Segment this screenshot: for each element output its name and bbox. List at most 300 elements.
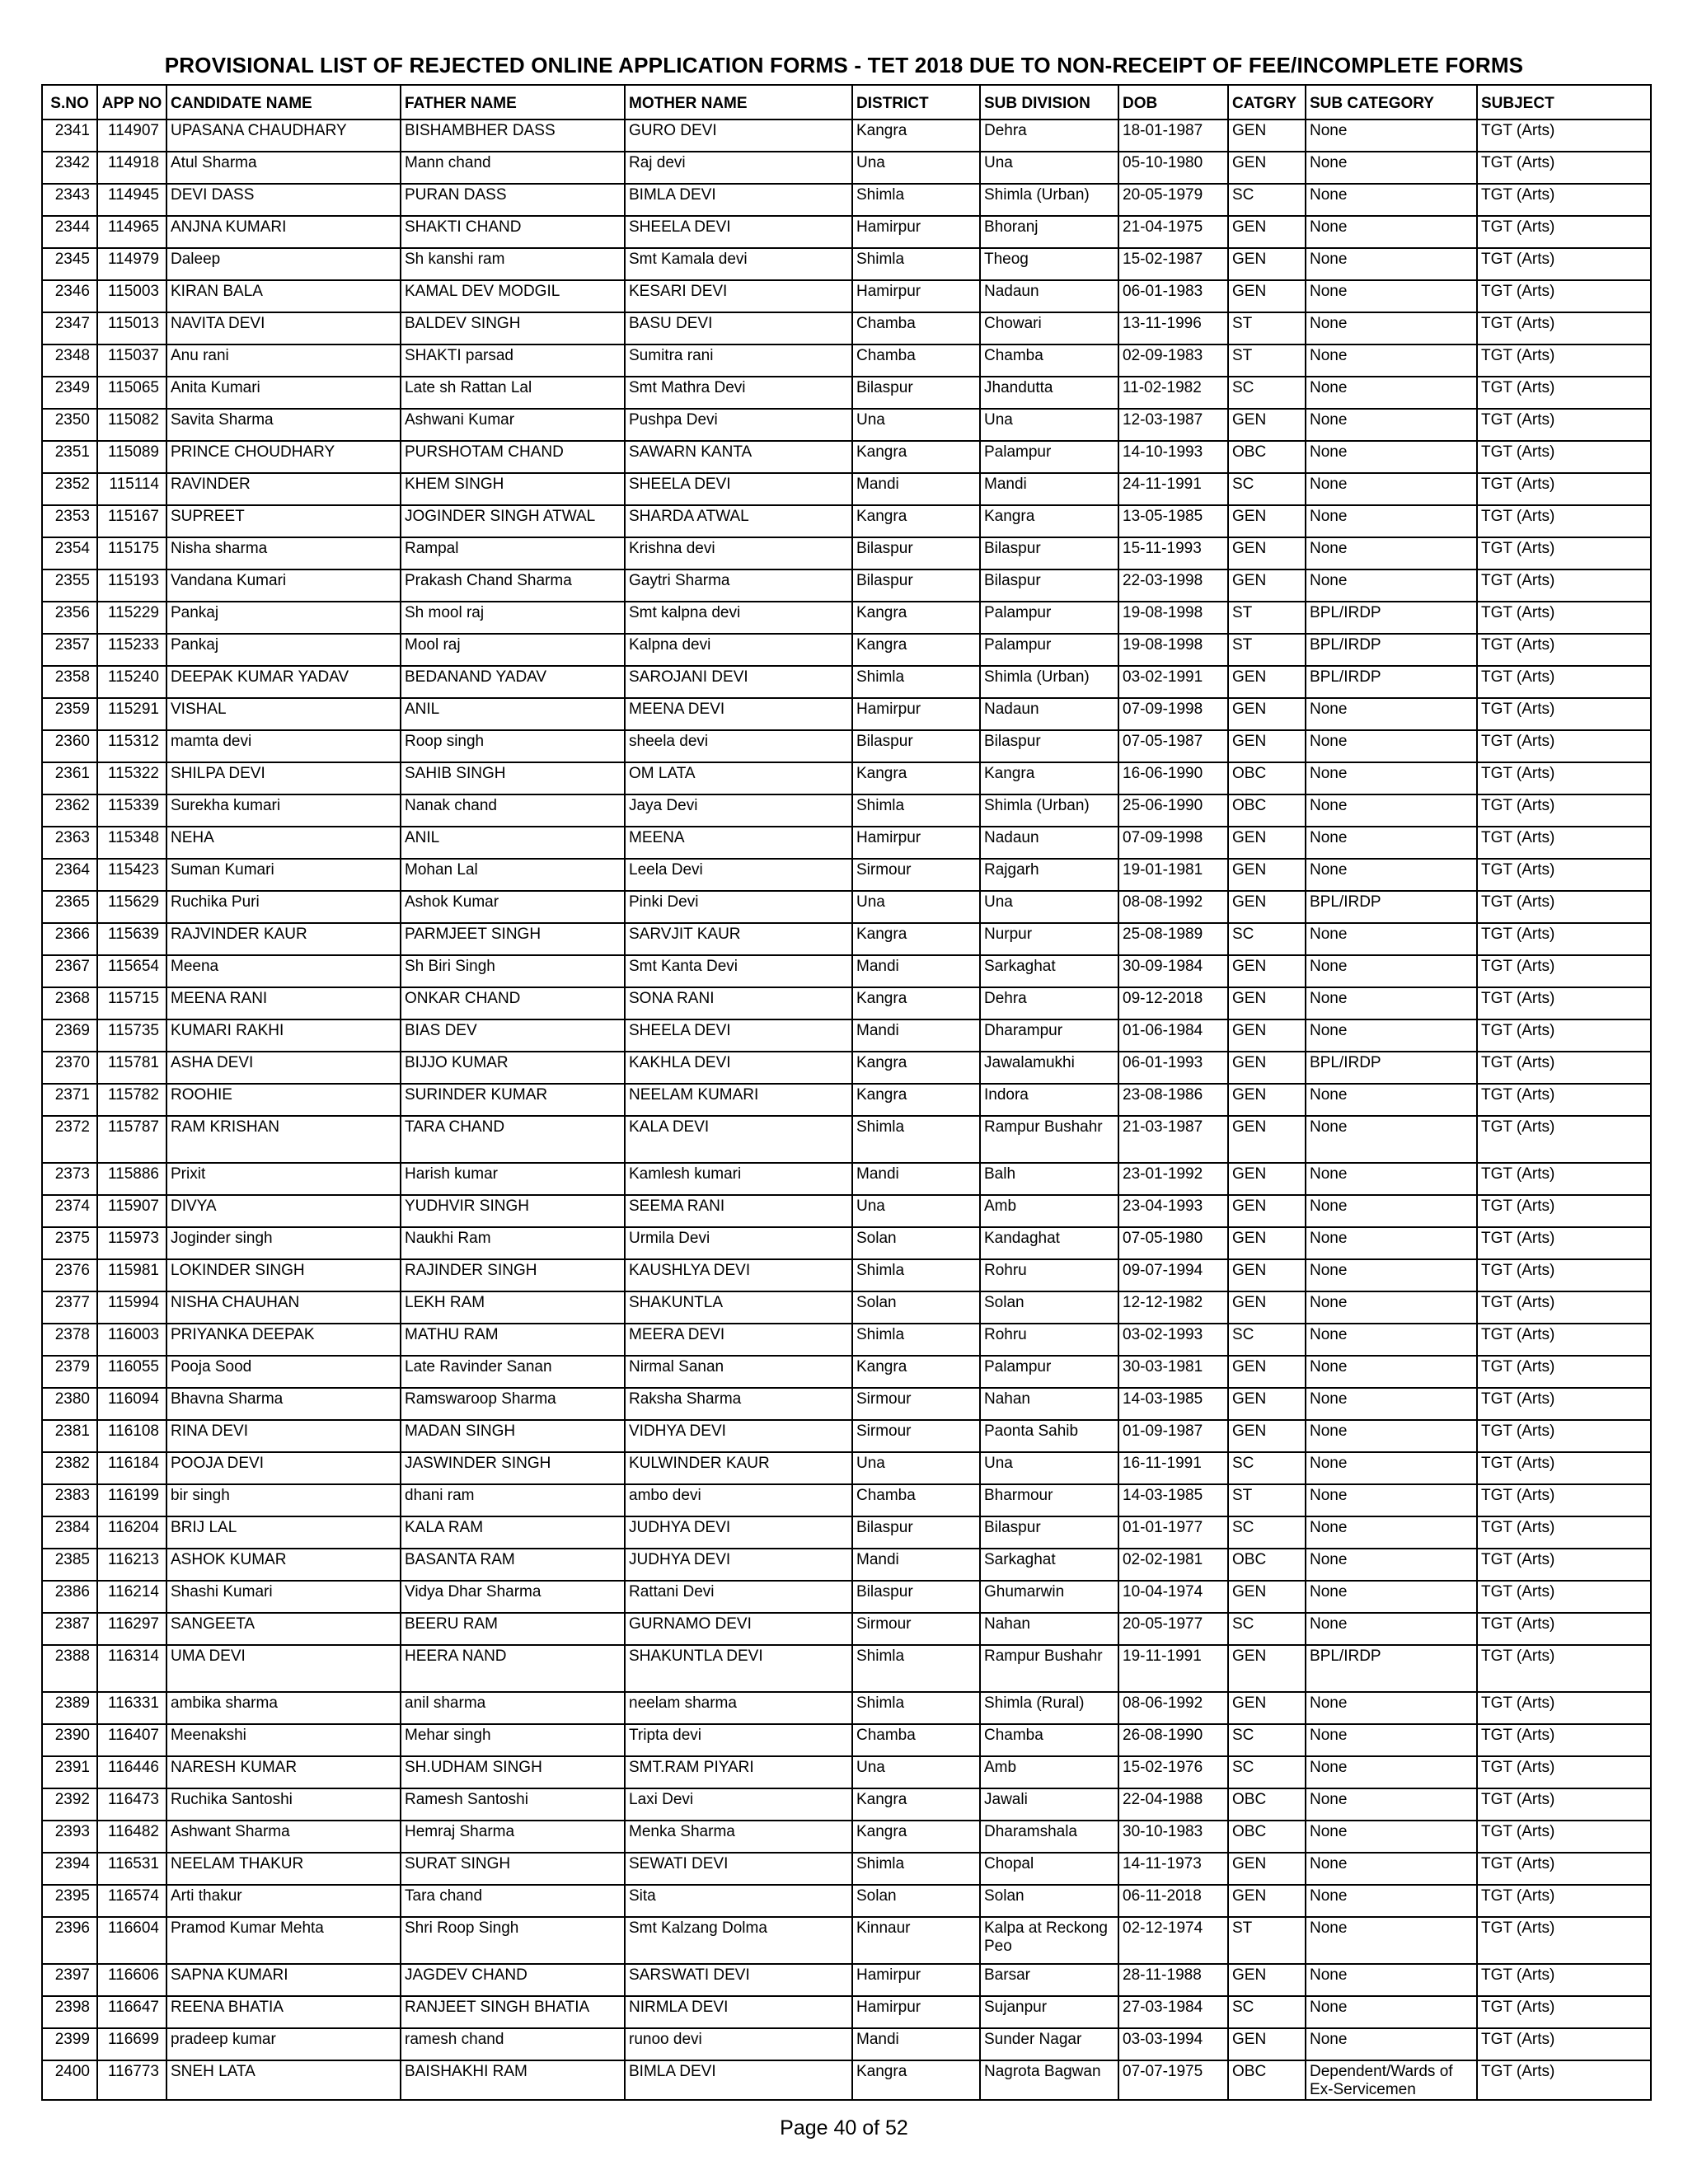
table-row — [42, 891, 1651, 923]
cell-sno: 2373 — [42, 1163, 97, 1195]
cell-app-no: 116214 — [97, 1581, 166, 1613]
cell-sub-division: Sarkaghat — [980, 1549, 1118, 1581]
cell-category: GEN — [1228, 2028, 1306, 2060]
cell-dob: 07-05-1987 — [1118, 730, 1228, 762]
cell-father-name: Mool raj — [401, 634, 625, 666]
cell-father-name: Ashwani Kumar — [401, 409, 625, 441]
cell-dob: 18-01-1987 — [1118, 120, 1228, 152]
cell-candidate-name: Pooja Sood — [166, 1356, 401, 1388]
cell-app-no: 115114 — [97, 473, 166, 505]
cell-sub-category: None — [1306, 1324, 1477, 1356]
table-row — [42, 409, 1651, 441]
cell-father-name: RANJEET SINGH BHATIA — [401, 1996, 625, 2028]
cell-app-no: 115291 — [97, 698, 166, 730]
cell-father-name: PURSHOTAM CHAND — [401, 441, 625, 473]
cell-candidate-name: LOKINDER SINGH — [166, 1259, 401, 1291]
cell-subject: TGT (Arts) — [1477, 955, 1651, 987]
cell-sub-division: Una — [980, 1452, 1118, 1484]
table-row — [42, 1581, 1651, 1613]
cell-dob: 14-11-1973 — [1118, 1853, 1228, 1885]
cell-district: Kangra — [852, 505, 980, 537]
cell-app-no: 115229 — [97, 602, 166, 634]
cell-candidate-name: Surekha kumari — [166, 794, 401, 827]
cell-district: Bilaspur — [852, 730, 980, 762]
table-row — [42, 1116, 1651, 1163]
table-row — [42, 1756, 1651, 1788]
cell-sub-category: None — [1306, 1195, 1477, 1227]
cell-district: Mandi — [852, 473, 980, 505]
cell-category: ST — [1228, 634, 1306, 666]
cell-app-no: 116699 — [97, 2028, 166, 2060]
cell-father-name: BEDANAND YADAV — [401, 666, 625, 698]
cell-candidate-name: BRIJ LAL — [166, 1516, 401, 1549]
cell-sub-division: Bilaspur — [980, 730, 1118, 762]
header-sub-division: SUB DIVISION — [980, 85, 1118, 120]
table-row — [42, 312, 1651, 344]
table-row — [42, 1019, 1651, 1052]
cell-category: SC — [1228, 184, 1306, 216]
cell-district: Hamirpur — [852, 1996, 980, 2028]
cell-district: Kangra — [852, 2060, 980, 2100]
cell-subject: TGT (Arts) — [1477, 602, 1651, 634]
cell-sub-category: None — [1306, 1420, 1477, 1452]
cell-mother-name: SHARDA ATWAL — [625, 505, 852, 537]
cell-candidate-name: Savita Sharma — [166, 409, 401, 441]
cell-district: Shimla — [852, 1853, 980, 1885]
cell-sub-division: Barsar — [980, 1964, 1118, 1996]
cell-mother-name: SONA RANI — [625, 987, 852, 1019]
cell-father-name: Naukhi Ram — [401, 1227, 625, 1259]
cell-subject: TGT (Arts) — [1477, 1996, 1651, 2028]
cell-father-name: anil sharma — [401, 1692, 625, 1724]
cell-district: Bilaspur — [852, 569, 980, 602]
cell-father-name: BASANTA RAM — [401, 1549, 625, 1581]
cell-sub-category: None — [1306, 1853, 1477, 1885]
cell-subject: TGT (Arts) — [1477, 1116, 1651, 1163]
cell-sub-division: Nadaun — [980, 698, 1118, 730]
cell-sno: 2391 — [42, 1756, 97, 1788]
cell-mother-name: VIDHYA DEVI — [625, 1420, 852, 1452]
table-row — [42, 152, 1651, 184]
cell-father-name: KAMAL DEV MODGIL — [401, 280, 625, 312]
cell-subject: TGT (Arts) — [1477, 1052, 1651, 1084]
cell-subject: TGT (Arts) — [1477, 1019, 1651, 1052]
cell-district: Shimla — [852, 1116, 980, 1163]
cell-dob: 05-10-1980 — [1118, 152, 1228, 184]
cell-app-no: 114979 — [97, 248, 166, 280]
cell-app-no: 115981 — [97, 1259, 166, 1291]
cell-dob: 21-03-1987 — [1118, 1116, 1228, 1163]
cell-sub-category: None — [1306, 1549, 1477, 1581]
cell-sno: 2400 — [42, 2060, 97, 2100]
cell-candidate-name: ROOHIE — [166, 1084, 401, 1116]
cell-app-no: 116407 — [97, 1724, 166, 1756]
cell-sno: 2376 — [42, 1259, 97, 1291]
table-row — [42, 216, 1651, 248]
cell-sub-category: BPL/IRDP — [1306, 891, 1477, 923]
cell-candidate-name: POOJA DEVI — [166, 1452, 401, 1484]
cell-dob: 24-11-1991 — [1118, 473, 1228, 505]
cell-mother-name: Smt kalpna devi — [625, 602, 852, 634]
cell-mother-name: Tripta devi — [625, 1724, 852, 1756]
cell-candidate-name: SNEH LATA — [166, 2060, 401, 2100]
cell-sno: 2362 — [42, 794, 97, 827]
table-row — [42, 248, 1651, 280]
cell-category: GEN — [1228, 280, 1306, 312]
cell-father-name: Ashok Kumar — [401, 891, 625, 923]
cell-mother-name: neelam sharma — [625, 1692, 852, 1724]
cell-mother-name: JUDHYA DEVI — [625, 1549, 852, 1581]
cell-candidate-name: VISHAL — [166, 698, 401, 730]
cell-candidate-name: Nisha sharma — [166, 537, 401, 569]
cell-app-no: 116314 — [97, 1645, 166, 1692]
cell-subject: TGT (Arts) — [1477, 377, 1651, 409]
table-row — [42, 184, 1651, 216]
cell-subject: TGT (Arts) — [1477, 280, 1651, 312]
cell-district: Mandi — [852, 1163, 980, 1195]
cell-sub-division: Nahan — [980, 1613, 1118, 1645]
cell-app-no: 116199 — [97, 1484, 166, 1516]
cell-sub-division: Sunder Nagar — [980, 2028, 1118, 2060]
cell-sub-category: None — [1306, 698, 1477, 730]
cell-mother-name: BASU DEVI — [625, 312, 852, 344]
cell-district: Shimla — [852, 794, 980, 827]
cell-sno: 2367 — [42, 955, 97, 987]
cell-subject: TGT (Arts) — [1477, 120, 1651, 152]
table-row — [42, 377, 1651, 409]
cell-subject: TGT (Arts) — [1477, 569, 1651, 602]
cell-sub-division: Kangra — [980, 762, 1118, 794]
cell-dob: 26-08-1990 — [1118, 1724, 1228, 1756]
cell-category: GEN — [1228, 1019, 1306, 1052]
cell-subject: TGT (Arts) — [1477, 1195, 1651, 1227]
cell-dob: 30-03-1981 — [1118, 1356, 1228, 1388]
table-row — [42, 602, 1651, 634]
cell-sub-division: Dharamshala — [980, 1821, 1118, 1853]
cell-subject: TGT (Arts) — [1477, 1692, 1651, 1724]
cell-category: GEN — [1228, 1420, 1306, 1452]
cell-dob: 30-09-1984 — [1118, 955, 1228, 987]
cell-category: GEN — [1228, 1964, 1306, 1996]
table-row — [42, 1613, 1651, 1645]
cell-mother-name: KAKHLA DEVI — [625, 1052, 852, 1084]
cell-app-no: 115994 — [97, 1291, 166, 1324]
cell-subject: TGT (Arts) — [1477, 1388, 1651, 1420]
cell-subject: TGT (Arts) — [1477, 409, 1651, 441]
cell-category: GEN — [1228, 1052, 1306, 1084]
table-row — [42, 120, 1651, 152]
cell-app-no: 116204 — [97, 1516, 166, 1549]
cell-sub-category: None — [1306, 1019, 1477, 1052]
cell-father-name: Prakash Chand Sharma — [401, 569, 625, 602]
cell-subject: TGT (Arts) — [1477, 1756, 1651, 1788]
cell-sub-category: None — [1306, 762, 1477, 794]
cell-mother-name: Rattani Devi — [625, 1581, 852, 1613]
cell-dob: 01-01-1977 — [1118, 1516, 1228, 1549]
cell-district: Solan — [852, 1885, 980, 1917]
cell-sub-division: Palampur — [980, 602, 1118, 634]
cell-sno: 2356 — [42, 602, 97, 634]
cell-category: SC — [1228, 1516, 1306, 1549]
cell-sno: 2372 — [42, 1116, 97, 1163]
cell-district: Shimla — [852, 1692, 980, 1724]
cell-district: Bilaspur — [852, 1516, 980, 1549]
cell-sub-category: None — [1306, 184, 1477, 216]
cell-mother-name: Menka Sharma — [625, 1821, 852, 1853]
cell-sub-division: Nagrota Bagwan — [980, 2060, 1118, 2100]
cell-sno: 2384 — [42, 1516, 97, 1549]
cell-candidate-name: Ruchika Puri — [166, 891, 401, 923]
cell-sub-division: Una — [980, 152, 1118, 184]
cell-app-no: 116606 — [97, 1964, 166, 1996]
cell-sno: 2396 — [42, 1917, 97, 1964]
cell-father-name: ANIL — [401, 698, 625, 730]
table-row — [42, 923, 1651, 955]
cell-father-name: Harish kumar — [401, 1163, 625, 1195]
cell-father-name: Tara chand — [401, 1885, 625, 1917]
cell-sno: 2378 — [42, 1324, 97, 1356]
cell-district: Una — [852, 1452, 980, 1484]
cell-district: Hamirpur — [852, 827, 980, 859]
cell-subject: TGT (Arts) — [1477, 827, 1651, 859]
cell-candidate-name: DEVI DASS — [166, 184, 401, 216]
cell-mother-name: KULWINDER KAUR — [625, 1452, 852, 1484]
cell-father-name: ONKAR CHAND — [401, 987, 625, 1019]
cell-sub-division: Nadaun — [980, 280, 1118, 312]
cell-dob: 02-12-1974 — [1118, 1917, 1228, 1964]
cell-father-name: Roop singh — [401, 730, 625, 762]
cell-father-name: BALDEV SINGH — [401, 312, 625, 344]
cell-candidate-name: Anu rani — [166, 344, 401, 377]
cell-subject: TGT (Arts) — [1477, 1227, 1651, 1259]
cell-sno: 2346 — [42, 280, 97, 312]
table-row — [42, 473, 1651, 505]
cell-mother-name: SHAKUNTLA — [625, 1291, 852, 1324]
cell-category: GEN — [1228, 891, 1306, 923]
table-row — [42, 1452, 1651, 1484]
cell-subject: TGT (Arts) — [1477, 1356, 1651, 1388]
cell-mother-name: SAWARN KANTA — [625, 441, 852, 473]
cell-category: ST — [1228, 602, 1306, 634]
cell-candidate-name: DIVYA — [166, 1195, 401, 1227]
cell-sub-category: None — [1306, 1756, 1477, 1788]
cell-sub-category: None — [1306, 409, 1477, 441]
cell-app-no: 116473 — [97, 1788, 166, 1821]
cell-mother-name: KALA DEVI — [625, 1116, 852, 1163]
cell-father-name: Ramesh Santoshi — [401, 1788, 625, 1821]
cell-app-no: 116531 — [97, 1853, 166, 1885]
cell-mother-name: MEERA DEVI — [625, 1324, 852, 1356]
cell-sub-category: None — [1306, 1259, 1477, 1291]
cell-subject: TGT (Arts) — [1477, 1420, 1651, 1452]
cell-father-name: RAJINDER SINGH — [401, 1259, 625, 1291]
cell-sno: 2369 — [42, 1019, 97, 1052]
cell-category: OBC — [1228, 1549, 1306, 1581]
header-candidate-name: CANDIDATE NAME — [166, 85, 401, 120]
cell-sno: 2348 — [42, 344, 97, 377]
cell-father-name: ANIL — [401, 827, 625, 859]
cell-app-no: 115787 — [97, 1116, 166, 1163]
cell-sno: 2364 — [42, 859, 97, 891]
header-district: DISTRICT — [852, 85, 980, 120]
cell-subject: TGT (Arts) — [1477, 473, 1651, 505]
cell-sub-division: Rohru — [980, 1259, 1118, 1291]
cell-category: OBC — [1228, 794, 1306, 827]
cell-sno: 2388 — [42, 1645, 97, 1692]
cell-dob: 23-08-1986 — [1118, 1084, 1228, 1116]
cell-category: SC — [1228, 923, 1306, 955]
cell-district: Sirmour — [852, 1388, 980, 1420]
cell-sub-category: None — [1306, 827, 1477, 859]
cell-district: Solan — [852, 1291, 980, 1324]
cell-sno: 2397 — [42, 1964, 97, 1996]
cell-category: GEN — [1228, 987, 1306, 1019]
cell-app-no: 115240 — [97, 666, 166, 698]
cell-district: Mandi — [852, 1019, 980, 1052]
cell-sub-category: None — [1306, 248, 1477, 280]
table-row — [42, 344, 1651, 377]
cell-app-no: 116482 — [97, 1821, 166, 1853]
cell-category: GEN — [1228, 1692, 1306, 1724]
cell-sub-division: Una — [980, 891, 1118, 923]
cell-sub-division: Indora — [980, 1084, 1118, 1116]
cell-app-no: 115907 — [97, 1195, 166, 1227]
cell-sno: 2343 — [42, 184, 97, 216]
cell-category: GEN — [1228, 1195, 1306, 1227]
cell-district: Kangra — [852, 602, 980, 634]
cell-candidate-name: ambika sharma — [166, 1692, 401, 1724]
cell-mother-name: Kalpna devi — [625, 634, 852, 666]
cell-dob: 15-02-1976 — [1118, 1756, 1228, 1788]
cell-sno: 2358 — [42, 666, 97, 698]
cell-app-no: 115782 — [97, 1084, 166, 1116]
cell-sub-category: None — [1306, 1452, 1477, 1484]
cell-dob: 15-02-1987 — [1118, 248, 1228, 280]
cell-sub-category: None — [1306, 473, 1477, 505]
cell-sub-division: Kangra — [980, 505, 1118, 537]
cell-mother-name: sheela devi — [625, 730, 852, 762]
cell-sno: 2398 — [42, 1996, 97, 2028]
cell-subject: TGT (Arts) — [1477, 2028, 1651, 2060]
cell-sub-category: None — [1306, 1917, 1477, 1964]
cell-candidate-name: ASHOK KUMAR — [166, 1549, 401, 1581]
cell-sub-division: Bilaspur — [980, 537, 1118, 569]
cell-district: Hamirpur — [852, 216, 980, 248]
cell-candidate-name: SAPNA KUMARI — [166, 1964, 401, 1996]
cell-sno: 2352 — [42, 473, 97, 505]
cell-sno: 2345 — [42, 248, 97, 280]
cell-candidate-name: Pankaj — [166, 602, 401, 634]
cell-candidate-name: SANGEETA — [166, 1613, 401, 1645]
cell-sub-category: None — [1306, 955, 1477, 987]
cell-sno: 2393 — [42, 1821, 97, 1853]
cell-district: Kangra — [852, 441, 980, 473]
cell-sno: 2347 — [42, 312, 97, 344]
cell-father-name: Mehar singh — [401, 1724, 625, 1756]
cell-sub-category: None — [1306, 1692, 1477, 1724]
cell-subject: TGT (Arts) — [1477, 216, 1651, 248]
cell-mother-name: NEELAM KUMARI — [625, 1084, 852, 1116]
cell-candidate-name: RAVINDER — [166, 473, 401, 505]
cell-category: SC — [1228, 1613, 1306, 1645]
cell-sub-category: None — [1306, 2028, 1477, 2060]
cell-sub-category: None — [1306, 569, 1477, 602]
cell-category: SC — [1228, 1452, 1306, 1484]
cell-sno: 2377 — [42, 1291, 97, 1324]
cell-category: GEN — [1228, 1116, 1306, 1163]
cell-dob: 28-11-1988 — [1118, 1964, 1228, 1996]
cell-father-name: SAHIB SINGH — [401, 762, 625, 794]
cell-dob: 09-07-1994 — [1118, 1259, 1228, 1291]
cell-mother-name: GURO DEVI — [625, 120, 852, 152]
cell-app-no: 115781 — [97, 1052, 166, 1084]
cell-district: Shimla — [852, 1259, 980, 1291]
cell-sno: 2394 — [42, 1853, 97, 1885]
cell-app-no: 115003 — [97, 280, 166, 312]
table-row — [42, 280, 1651, 312]
cell-district: Bilaspur — [852, 377, 980, 409]
cell-subject: TGT (Arts) — [1477, 1788, 1651, 1821]
table-row — [42, 1227, 1651, 1259]
cell-sno: 2355 — [42, 569, 97, 602]
table-row — [42, 1724, 1651, 1756]
cell-district: Hamirpur — [852, 1964, 980, 1996]
cell-category: GEN — [1228, 248, 1306, 280]
cell-district: Kangra — [852, 634, 980, 666]
cell-district: Shimla — [852, 248, 980, 280]
cell-sno: 2375 — [42, 1227, 97, 1259]
cell-mother-name: Leela Devi — [625, 859, 852, 891]
cell-sub-division: Palampur — [980, 1356, 1118, 1388]
cell-sno: 2351 — [42, 441, 97, 473]
cell-sub-category: None — [1306, 859, 1477, 891]
cell-mother-name: SMT.RAM PIYARI — [625, 1756, 852, 1788]
cell-sub-division: Paonta Sahib — [980, 1420, 1118, 1452]
cell-father-name: Rampal — [401, 537, 625, 569]
cell-subject: TGT (Arts) — [1477, 1724, 1651, 1756]
cell-dob: 16-11-1991 — [1118, 1452, 1228, 1484]
cell-candidate-name: pradeep kumar — [166, 2028, 401, 2060]
cell-dob: 12-12-1982 — [1118, 1291, 1228, 1324]
cell-sub-division: Sarkaghat — [980, 955, 1118, 987]
cell-father-name: YUDHVIR SINGH — [401, 1195, 625, 1227]
cell-sub-category: None — [1306, 1724, 1477, 1756]
cell-app-no: 115715 — [97, 987, 166, 1019]
cell-app-no: 115312 — [97, 730, 166, 762]
cell-category: GEN — [1228, 1227, 1306, 1259]
cell-district: Kangra — [852, 120, 980, 152]
table-row — [42, 762, 1651, 794]
cell-mother-name: Smt Kanta Devi — [625, 955, 852, 987]
cell-father-name: BEERU RAM — [401, 1613, 625, 1645]
cell-district: Chamba — [852, 344, 980, 377]
cell-app-no: 115654 — [97, 955, 166, 987]
cell-district: Kangra — [852, 1084, 980, 1116]
cell-app-no: 116647 — [97, 1996, 166, 2028]
cell-dob: 08-08-1992 — [1118, 891, 1228, 923]
cell-subject: TGT (Arts) — [1477, 730, 1651, 762]
cell-app-no: 115735 — [97, 1019, 166, 1052]
cell-app-no: 115973 — [97, 1227, 166, 1259]
cell-father-name: JAGDEV CHAND — [401, 1964, 625, 1996]
cell-candidate-name: Daleep — [166, 248, 401, 280]
cell-candidate-name: KIRAN BALA — [166, 280, 401, 312]
cell-dob: 19-01-1981 — [1118, 859, 1228, 891]
cell-sub-division: Shimla (Urban) — [980, 184, 1118, 216]
cell-sub-division: Chowari — [980, 312, 1118, 344]
cell-app-no: 116055 — [97, 1356, 166, 1388]
cell-father-name: SURAT SINGH — [401, 1853, 625, 1885]
